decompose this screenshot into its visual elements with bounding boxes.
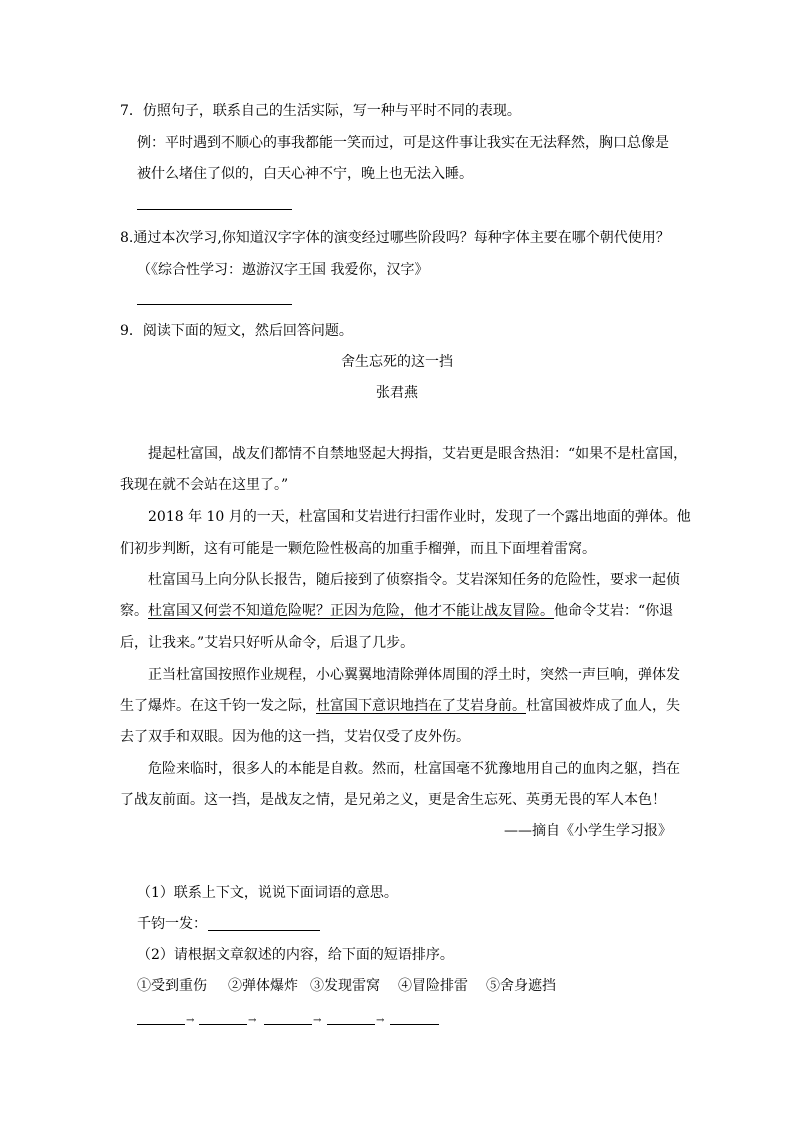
q8-prompt: 8.通过本次学习,你知道汉字字体的演变经过哪些阶段吗？每种字体主要在哪个朝代使用？ (120, 230, 670, 246)
option-1: ①受到重伤 (137, 978, 207, 994)
option-2: ②弹体爆炸 (228, 978, 298, 994)
p5-line-2: 了战友前面。这一挡，是战友之情，是兄弟之义，更是舍生忘死、英勇无畏的军人本色！ (120, 792, 666, 808)
p4-line-1: 正当杜富国按照作业规程，小心翼翼地清除弹体周围的浮土时，突然一声巨响，弹体发 (148, 667, 680, 683)
word-answer-line[interactable] (208, 930, 320, 931)
order-blank-1[interactable] (137, 1024, 185, 1025)
p3-line-2-end: 他命令艾岩：“你退 (554, 603, 674, 619)
order-arrow-2: → (248, 1015, 257, 1026)
p3-underlined-sentence: 杜富国又何尝不知道危险呢？正因为危险，他才不能让战友冒险。 (148, 603, 554, 619)
p1-line-1: 提起杜富国，战友们都情不自禁地竖起大拇指，艾岩更是眼含热泪：“如果不是杜富国， (148, 446, 688, 462)
order-blank-3[interactable] (264, 1024, 312, 1025)
q7-example-line-2: 被什么堵住了似的，白天心神不宁，晚上也无法入睡。 (137, 166, 473, 182)
excerpt-source: ——摘自《小学生学习报》 (504, 823, 672, 839)
q7-example-line-1: 例：平时遇到不顺心的事我都能一笑而过，可是这件事让我实在无法释然，胸口总像是 (137, 135, 669, 151)
article-author: 张君燕 (376, 385, 418, 401)
q7-answer-line[interactable] (137, 209, 292, 210)
p4-line-2-start: 生了爆炸。在这千钧一发之际， (120, 698, 316, 714)
p3-line-1: 杜富国马上向分队长报告，随后接到了侦察指令。艾岩深知任务的危险性，要求一起侦 (148, 572, 680, 588)
option-3: ③发现雷窝 (310, 978, 380, 994)
article-title: 舍生忘死的这一挡 (341, 354, 453, 370)
order-arrow-1: → (186, 1015, 195, 1026)
option-5: ⑤舍身遮挡 (486, 978, 556, 994)
p4-line-2 (120, 696, 680, 716)
p2-line-2: 们初步判断，这有可能是一颗危险性极高的加重手榴弹，而且下面埋着雷窝。 (120, 541, 596, 557)
word-label: 千钧一发： (137, 916, 207, 932)
sub-question-1: （1）联系上下文，说说下面词语的意思。 (137, 885, 398, 901)
option-4: ④冒险排雷 (398, 978, 468, 994)
order-blank-4[interactable] (327, 1024, 375, 1025)
q8-source: （《综合性学习：遨游汉字王国 我爱你，汉字》 (137, 262, 429, 278)
order-blank-5[interactable] (390, 1024, 439, 1025)
p4-line-3: 去了双手和双眼。因为他的这一挡，艾岩仅受了皮外伤。 (120, 729, 470, 745)
p3-line-2-start: 察。 (120, 603, 148, 619)
p4-underlined-sentence: 杜富国下意识地挡在了艾岩身前。 (316, 698, 526, 714)
order-arrow-4: → (376, 1015, 385, 1026)
order-arrow-3: → (313, 1015, 322, 1026)
p4-line-2-end: 杜富国被炸成了血人，失 (526, 698, 680, 714)
p5-line-1: 危险来临时，很多人的本能是自救。然而，杜富国毫不犹豫地用自己的血肉之躯，挡在 (148, 761, 680, 777)
order-blank-2[interactable] (199, 1024, 247, 1025)
p3-line-2 (120, 601, 673, 621)
q7-prompt: 7．仿照句子，联系自己的生活实际，写一种与平时不同的表现。 (120, 103, 521, 119)
p3-line-3: 后，让我来。”艾岩只好听从命令，后退了几步。 (120, 635, 415, 651)
p1-line-2: 我现在就不会站在这里了。” (120, 477, 289, 493)
q9-prompt: 9．阅读下面的短文，然后回答问题。 (120, 323, 353, 339)
sub-question-2: （2）请根据文章叙述的内容，给下面的短语排序。 (137, 947, 454, 963)
q8-answer-line[interactable] (137, 304, 292, 305)
p2-line-1: 2018 年 10 月的一天，杜富国和艾岩进行扫雷作业时，发现了一个露出地面的弹体。他 (148, 509, 691, 525)
